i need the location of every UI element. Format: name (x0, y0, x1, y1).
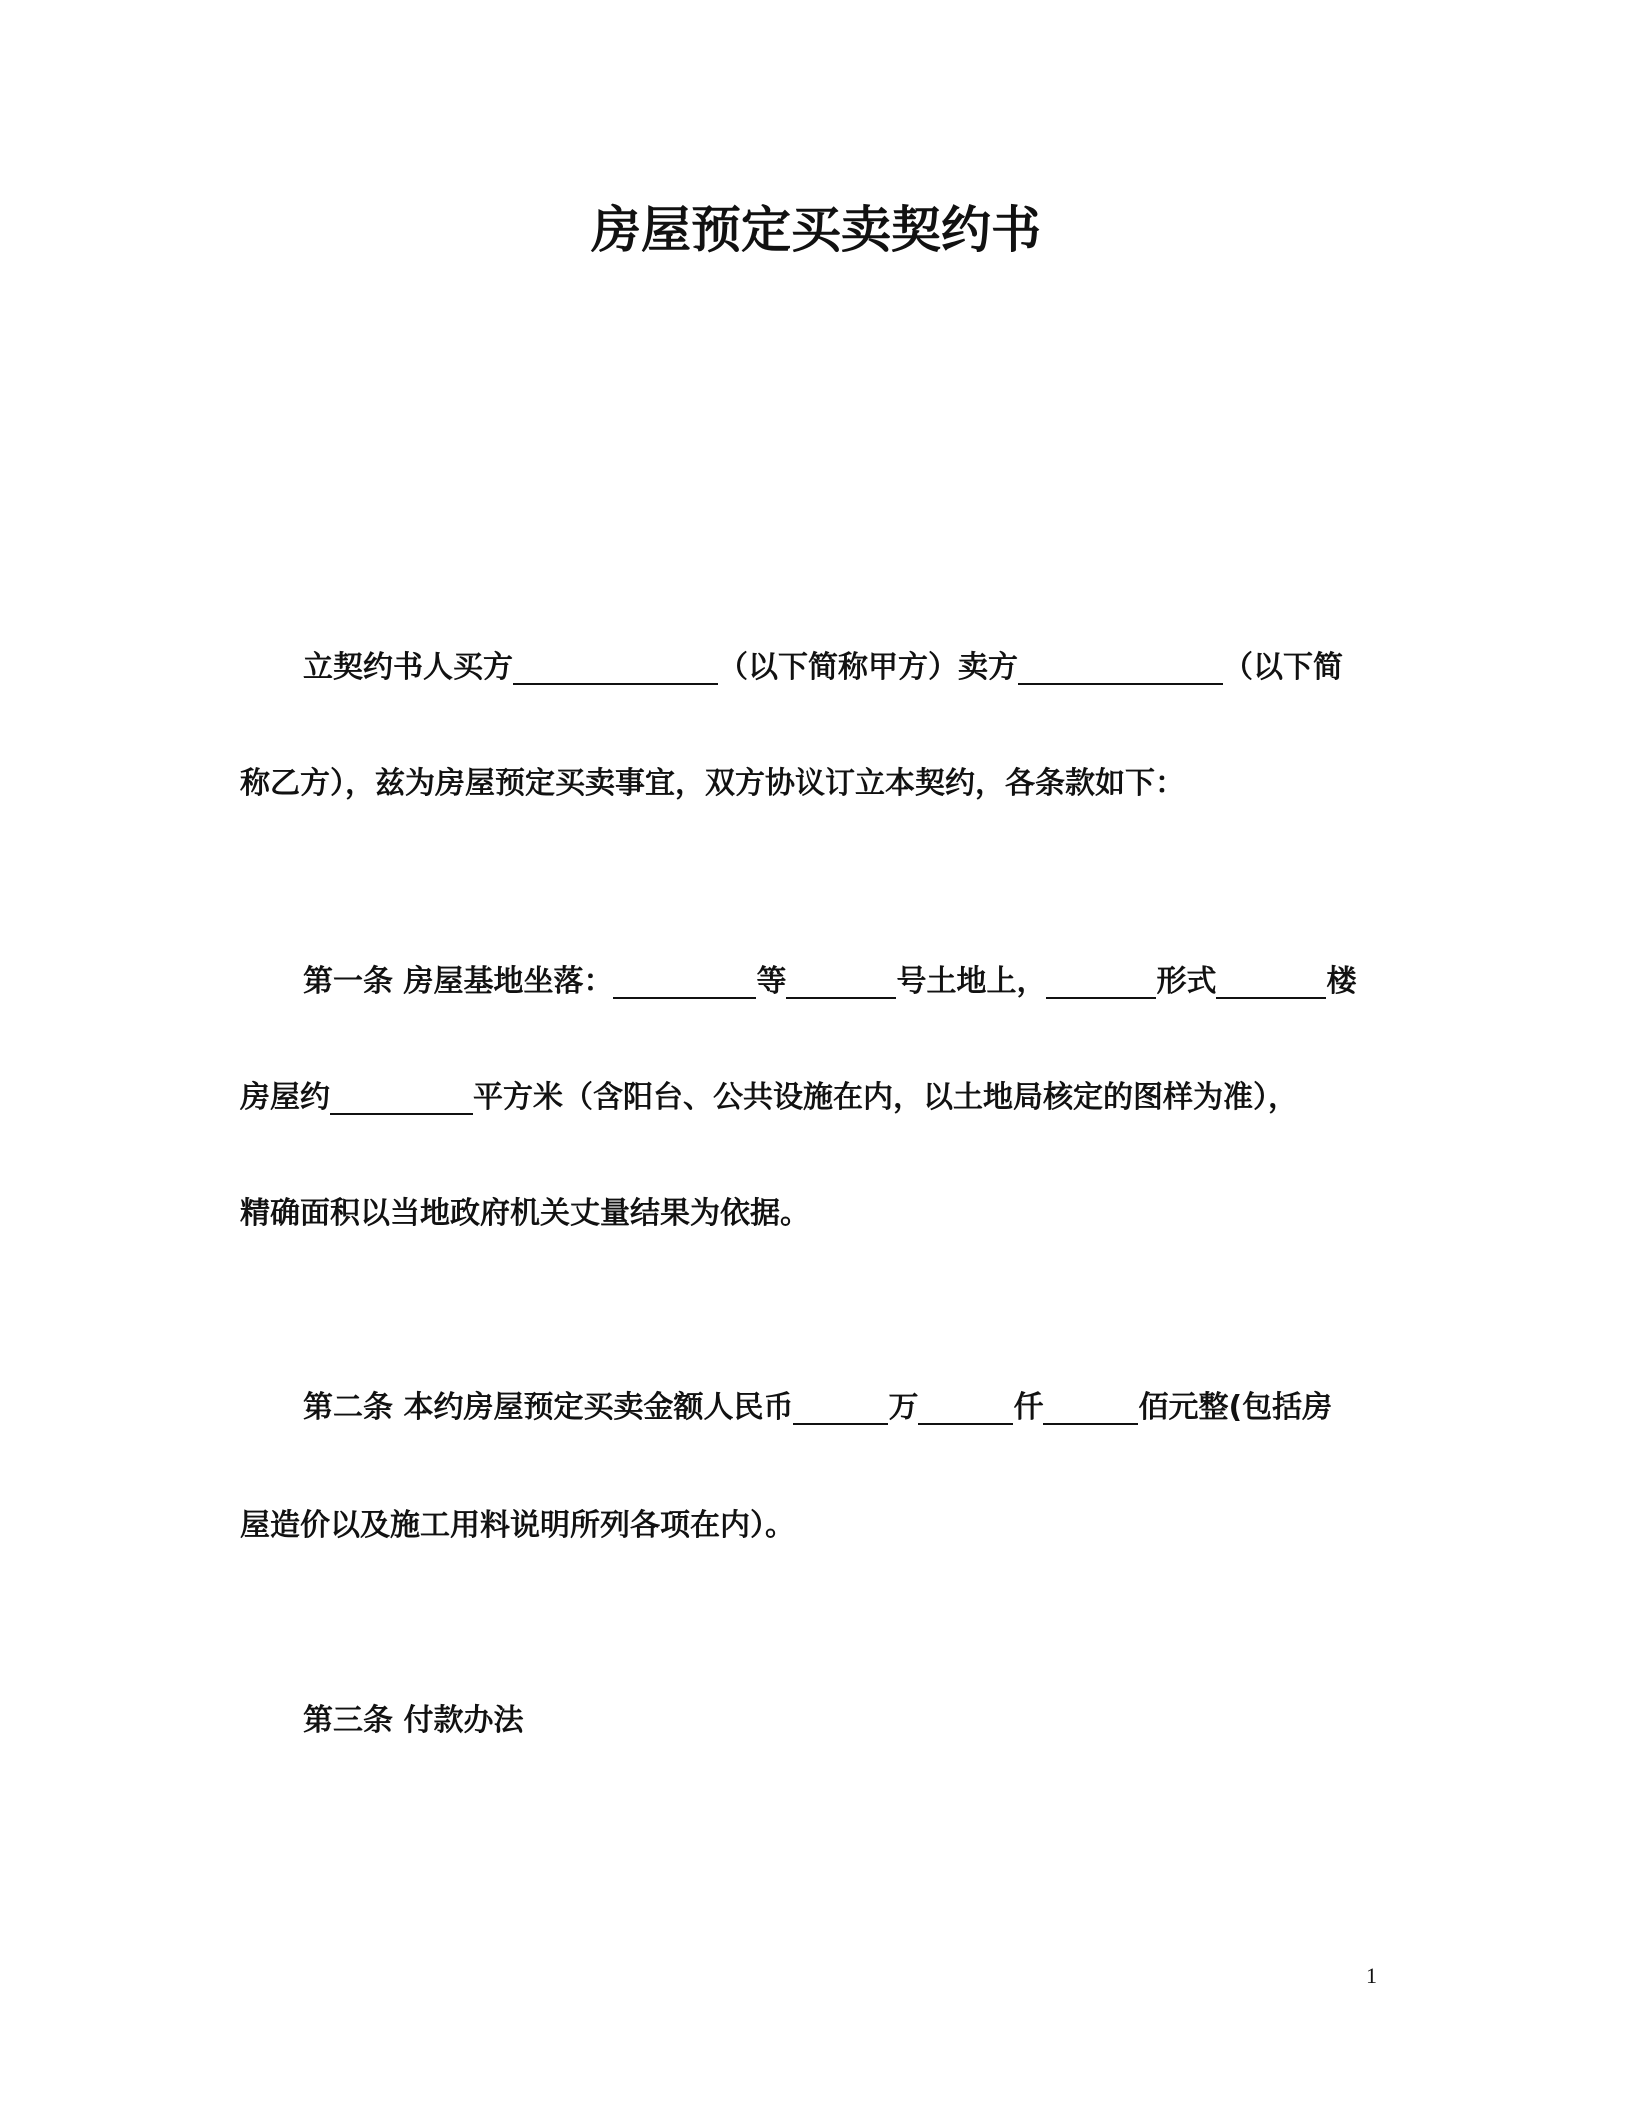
intro-line-1 (303, 648, 1343, 688)
floor-count-blank[interactable] (1216, 965, 1326, 999)
article1-area-label: 房屋约 (240, 1080, 330, 1115)
article3-line-1: 第三条 付款办法 (303, 1703, 524, 1738)
article1-line-3: 精确面积以当地政府机关丈量结果为依据。 (240, 1196, 810, 1231)
intro-line-2: 称乙方），兹为房屋预定买卖事宜，双方协议订立本契约，各条款如下： (240, 766, 1185, 801)
intro-seller-label: （以下简称甲方）卖方 (718, 650, 1018, 685)
article1-form-label: 形式 (1156, 964, 1217, 999)
seller-name-blank[interactable] (1018, 651, 1223, 685)
intro-abbr-label: （以下简 (1223, 650, 1343, 685)
article2-line-1 (303, 1388, 1332, 1428)
intro-buyer-label: 立契约书人买方 (303, 650, 513, 685)
amount-wan-blank[interactable] (793, 1391, 888, 1425)
article2-amount-label: 第二条 本约房屋预定买卖金额人民币 (303, 1390, 794, 1425)
article2-bai-label: 佰元整(包括房 (1138, 1390, 1333, 1425)
article1-area-note: 平方米（含阳台、公共设施在内，以土地局核定的图样为准）， (473, 1080, 1298, 1115)
article2-wan-label: 万 (888, 1390, 919, 1425)
land-number-blank[interactable] (786, 965, 896, 999)
buyer-name-blank[interactable] (513, 651, 718, 685)
land-location-blank[interactable] (613, 965, 756, 999)
document-title: 房屋预定买卖契约书 (591, 201, 1041, 259)
area-blank[interactable] (330, 1081, 473, 1115)
article1-land-label: 号土地上， (896, 964, 1047, 999)
amount-qian-blank[interactable] (918, 1391, 1013, 1425)
article2-line-2: 屋造价以及施工用料说明所列各项在内）。 (240, 1508, 795, 1543)
amount-bai-blank[interactable] (1043, 1391, 1138, 1425)
building-type-blank[interactable] (1046, 965, 1156, 999)
article1-line-2 (240, 1078, 1298, 1118)
page-number: 1 (1366, 1963, 1377, 1988)
article1-line-1 (303, 962, 1356, 1002)
article1-location-label: 第一条 房屋基地坐落： (303, 964, 614, 999)
article1-grade-label: 等 (756, 964, 787, 999)
article1-floor-label: 楼 (1326, 964, 1357, 999)
article2-qian-label: 仟 (1013, 1390, 1044, 1425)
